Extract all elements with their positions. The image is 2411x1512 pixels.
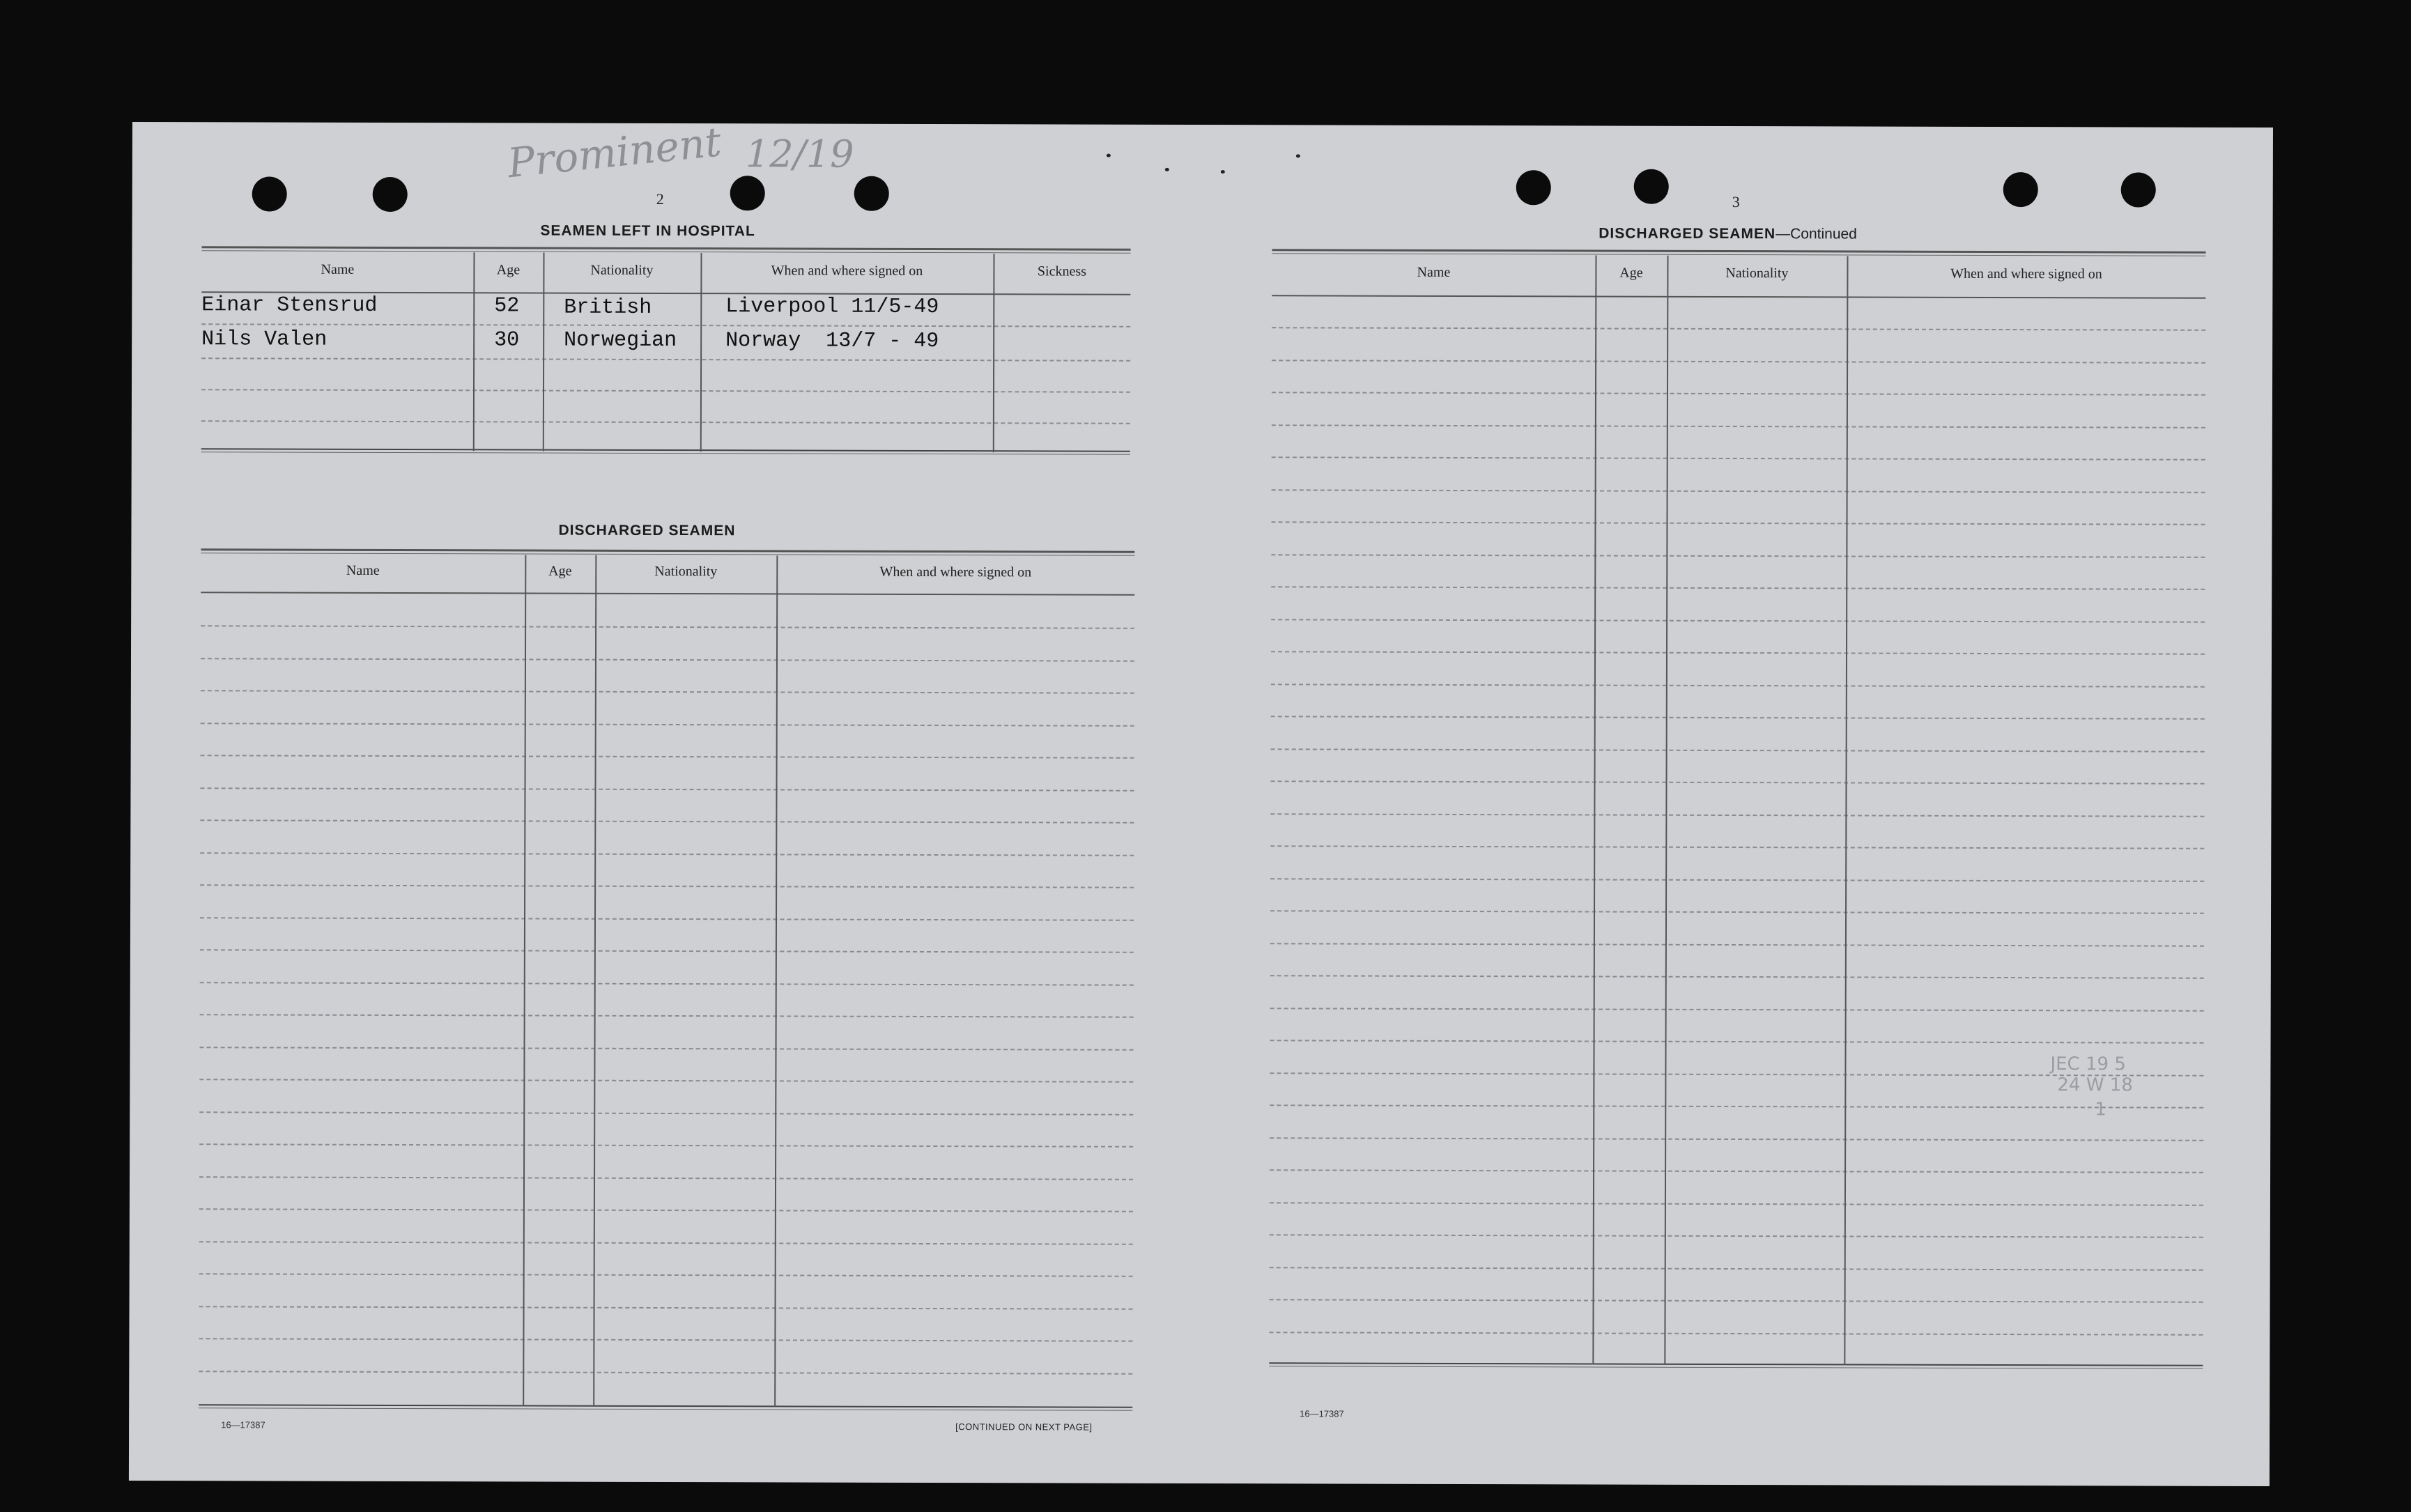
blank-row-line [200, 949, 1134, 953]
blank-row-line [201, 658, 1134, 662]
blank-row-line [1271, 619, 2205, 623]
column-header-sickness: Sickness [1037, 263, 1086, 279]
blank-row-line [1270, 1104, 2203, 1109]
blank-row-line [1272, 327, 2205, 331]
blank-row-line [1271, 554, 2205, 558]
blank-row-line [199, 1143, 1133, 1148]
discharged-section-title: DISCHARGED SEAMEN [558, 522, 736, 539]
column-header-nationality: Nationality [1725, 265, 1789, 281]
column-header-signed-on: When and where signed on [771, 263, 923, 279]
ink-speck [1221, 170, 1225, 173]
blank-row-line [1271, 651, 2205, 655]
blank-row-line [200, 884, 1134, 888]
blank-row-line [1270, 1008, 2204, 1012]
continued-note: [CONTINUED ON NEXT PAGE] [955, 1421, 1093, 1433]
hospital-section-title: SEAMEN LEFT IN HOSPITAL [540, 222, 755, 240]
cell-name: Nils Valen [201, 327, 328, 352]
punch-hole [252, 176, 287, 211]
ink-speck [1165, 168, 1169, 171]
blank-row-line [199, 1111, 1133, 1116]
blank-row-line [201, 723, 1134, 727]
blank-row-line [200, 1047, 1134, 1051]
section-title-main: DISCHARGED SEAMEN [1599, 225, 1776, 242]
page-number-left: 2 [656, 190, 664, 208]
ink-speck [1296, 154, 1300, 157]
blank-row-line [1270, 1137, 2203, 1141]
cell-age: 52 [494, 294, 520, 318]
column-header-nationality: Nationality [590, 262, 654, 278]
blank-row-line [1270, 845, 2204, 849]
blank-row-line [1270, 813, 2204, 817]
blank-row-line [199, 1371, 1132, 1375]
blank-row-line [201, 690, 1134, 694]
blank-row-line [1271, 521, 2205, 525]
blank-row-line [1272, 456, 2205, 461]
blank-row-line [1272, 424, 2205, 429]
cell-signed-on: Norway 13/7 - 49 [725, 329, 939, 354]
blank-row-line [1271, 780, 2205, 785]
column-header-nationality: Nationality [654, 563, 718, 580]
blank-row-line [1271, 586, 2205, 590]
faint-stamp-line: 24 W 18 [2057, 1074, 2133, 1096]
cell-name: Einar Stensrud [201, 293, 378, 318]
punch-hole [1634, 169, 1669, 204]
blank-row-line [201, 755, 1134, 759]
blank-row-line [1269, 1332, 2203, 1336]
page-number-right: 3 [1732, 193, 1740, 211]
faint-stamp-line: 1 [2095, 1099, 2106, 1120]
blank-row-line [199, 1079, 1133, 1083]
blank-row-line [1271, 716, 2205, 720]
blank-row-line [1270, 943, 2204, 947]
blank-row-line [1272, 489, 2205, 493]
form-code-right: 16—17387 [1300, 1408, 1344, 1419]
discharged-table-left [199, 548, 1134, 1429]
blank-row-line [1270, 1267, 2203, 1271]
blank-row-line [1270, 975, 2204, 979]
cell-age: 30 [494, 328, 520, 353]
discharged-continued-title [1533, 225, 1923, 242]
form-code-left: 16—17387 [221, 1419, 265, 1430]
blank-row-line [200, 982, 1134, 986]
column-header-age: Age [548, 563, 572, 579]
blank-row-line [1272, 392, 2205, 396]
faint-stamp-line: JEC 19 5 [2050, 1054, 2126, 1075]
blank-row-line [199, 1338, 1132, 1342]
column-header-name: Name [346, 562, 380, 578]
column-header-name: Name [321, 261, 355, 277]
blank-row-line [200, 852, 1134, 856]
blank-row-line [1270, 1202, 2203, 1206]
punch-hole [730, 176, 765, 210]
blank-row-line [1270, 910, 2204, 914]
blank-row-line [1270, 878, 2204, 882]
discharged-table-right [1269, 249, 2205, 1394]
section-title-suffix: —Continued [1775, 226, 1857, 242]
blank-row-line [200, 1014, 1134, 1018]
blank-row-line [1270, 1040, 2204, 1044]
blank-row-line [199, 1273, 1133, 1277]
column-header-signed-on: When and where signed on [1950, 265, 2102, 282]
handwritten-date: 12/19 [745, 132, 854, 176]
blank-row-line [200, 819, 1134, 824]
blank-row-line [1271, 684, 2205, 688]
blank-row-line [200, 917, 1134, 921]
punch-hole [2121, 172, 2156, 207]
cell-nationality: British [564, 295, 652, 320]
punch-hole [2003, 172, 2038, 207]
blank-row-line [1272, 360, 2205, 364]
punch-hole [854, 176, 889, 211]
blank-row-line [199, 1306, 1133, 1310]
blank-row-line [199, 1241, 1133, 1245]
blank-row-line [199, 1208, 1133, 1212]
cell-nationality: Norwegian [564, 328, 677, 353]
column-header-name: Name [1417, 264, 1451, 280]
column-header-signed-on: When and where signed on [879, 564, 1032, 580]
blank-row-line [199, 1176, 1133, 1180]
blank-row-line [1270, 1299, 2203, 1303]
handwritten-note: Prominent [505, 118, 724, 187]
ink-speck [1107, 154, 1111, 157]
blank-row-line [200, 787, 1134, 792]
column-header-age: Age [1619, 265, 1643, 281]
document-sheet [129, 118, 2273, 1486]
blank-row-line [1270, 1169, 2203, 1173]
blank-row-line [1270, 1234, 2203, 1238]
cell-signed-on: Liverpool 11/5-49 [725, 295, 939, 320]
punch-hole [373, 177, 408, 212]
column-header-age: Age [496, 262, 521, 278]
blank-row-line [1271, 748, 2205, 753]
punch-hole [1516, 170, 1551, 205]
blank-row-line [201, 625, 1134, 629]
